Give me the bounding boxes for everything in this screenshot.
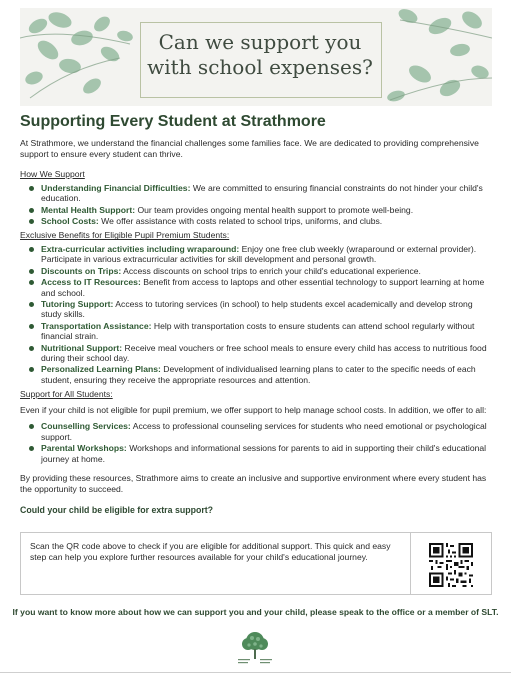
item-text: Help with transportation costs to ensure students can attend school regularly without financial strain. bbox=[41, 320, 475, 342]
list-item bbox=[20, 364, 492, 385]
item-text: Access to tutoring services (in school) to help students excel academically and develop strong study skills. bbox=[41, 299, 473, 320]
item-label: Transportation Assistance: bbox=[41, 320, 152, 331]
support-all-list bbox=[20, 421, 492, 464]
page-title: Supporting Every Student at Strathmore bbox=[20, 113, 326, 130]
list-item bbox=[20, 216, 492, 226]
qr-divider bbox=[410, 533, 411, 594]
eligibility-question: Could your child be eligible for extra support? bbox=[20, 505, 214, 516]
item-text: Enjoy one free club weekly (wraparound or external provider). Participate in various extracurricular activities for skill development and personal growth. bbox=[41, 244, 477, 265]
item-text: Access to professional counseling services for students who need emotional or psychological support. bbox=[41, 421, 487, 442]
list-item bbox=[20, 421, 492, 442]
item-label: Personalized Learning Plans: bbox=[41, 364, 161, 375]
header-banner bbox=[20, 8, 492, 106]
qr-section bbox=[20, 532, 492, 595]
bullet-dot-icon bbox=[29, 219, 34, 224]
main-content bbox=[20, 112, 492, 515]
item-label: Understanding Financial Difficulties: bbox=[41, 182, 191, 193]
item-label: Access to IT Resources: bbox=[41, 277, 141, 288]
how-we-support-heading: How We Support bbox=[20, 169, 85, 180]
bullet-dot-icon bbox=[29, 208, 34, 213]
banner-title-line1: Can we support you bbox=[158, 30, 362, 54]
bullet-dot-icon bbox=[29, 269, 34, 274]
item-text: We are committed to ensuring financial constraints do not hinder your child's education. bbox=[41, 182, 483, 204]
intro-paragraph: At Strathmore, we understand the financial challenges some families face. We are dedicated to providing comprehensive support to ensure every student can thrive. bbox=[20, 138, 479, 159]
qr-instructions: Scan the QR code above to check if you are eligible for additional support. This quick and easy step can help you explore further resources available for your child's educational journey. bbox=[30, 541, 391, 562]
item-text: Development of individualised learning plans to cater to the specific needs of each student, ensuring they receive the appropriate resources and attention. bbox=[41, 364, 476, 385]
bullet-dot-icon bbox=[29, 346, 34, 351]
bullet-dot-icon bbox=[29, 302, 34, 307]
exclusive-benefits-list bbox=[20, 244, 492, 385]
item-text: Workshops and informational sessions for parents to aid in supporting their child's educational journey at home. bbox=[41, 443, 487, 464]
closing-paragraph: By providing these resources, Strathmore aims to create an inclusive and supportive environment where every student has the opportunity to succeed. bbox=[20, 473, 487, 494]
page-bottom-rule bbox=[0, 672, 511, 673]
exclusive-benefits-heading: Exclusive Benefits for Eligible Pupil Premium Students: bbox=[20, 230, 230, 241]
item-label: Mental Health Support: bbox=[41, 204, 136, 215]
item-label: Discounts on Trips: bbox=[41, 265, 122, 276]
item-label: Tutoring Support: bbox=[41, 299, 114, 310]
how-we-support-list bbox=[20, 183, 492, 227]
item-label: Nutritional Support: bbox=[41, 342, 123, 353]
banner-title-line2: with school expenses? bbox=[147, 55, 373, 79]
item-label: School Costs: bbox=[41, 216, 99, 226]
item-label: Extra-curricular activities including wraparound: bbox=[41, 244, 240, 254]
list-item bbox=[20, 277, 492, 298]
bullet-dot-icon bbox=[29, 280, 34, 285]
list-item bbox=[20, 266, 492, 276]
banner-title bbox=[140, 30, 380, 80]
bullet-dot-icon bbox=[29, 247, 34, 252]
bullet-dot-icon bbox=[29, 324, 34, 329]
item-text: Receive meal vouchers or free school meals to ensure every child has access to nutritious food during their school day. bbox=[41, 342, 487, 364]
bullet-dot-icon bbox=[29, 424, 34, 429]
bullet-dot-icon bbox=[29, 367, 34, 372]
list-item bbox=[20, 183, 492, 204]
qr-code-icon[interactable] bbox=[429, 543, 473, 587]
support-all-intro: Even if your child is not eligible for pupil premium, we offer support to help manage school costs. In addition, we offer to all: bbox=[20, 404, 487, 415]
tree-logo-icon bbox=[234, 629, 276, 671]
bullet-dot-icon bbox=[29, 186, 34, 191]
list-item bbox=[20, 205, 492, 215]
footer-contact-note: If you want to know more about how we can support you and your child, please speak to the office or a member of SLT. bbox=[12, 607, 499, 617]
support-all-heading: Support for All Students: bbox=[20, 389, 113, 400]
list-item bbox=[20, 299, 492, 320]
list-item bbox=[20, 343, 492, 364]
item-text: Our team provides ongoing mental health support to promote well-being. bbox=[135, 204, 414, 215]
item-label: Parental Workshops: bbox=[41, 443, 127, 454]
bullet-dot-icon bbox=[29, 446, 34, 451]
item-text: Benefit from access to laptops and other essential technology to support learning at home and school. bbox=[41, 277, 485, 298]
list-item bbox=[20, 321, 492, 342]
list-item bbox=[20, 244, 492, 265]
item-label: Counselling Services: bbox=[41, 421, 131, 432]
item-text: We offer assistance with costs related to school trips, uniforms, and clubs. bbox=[98, 216, 383, 226]
list-item bbox=[20, 443, 492, 464]
item-text: Access discounts on school trips to enrich your child's educational experience. bbox=[121, 265, 421, 276]
